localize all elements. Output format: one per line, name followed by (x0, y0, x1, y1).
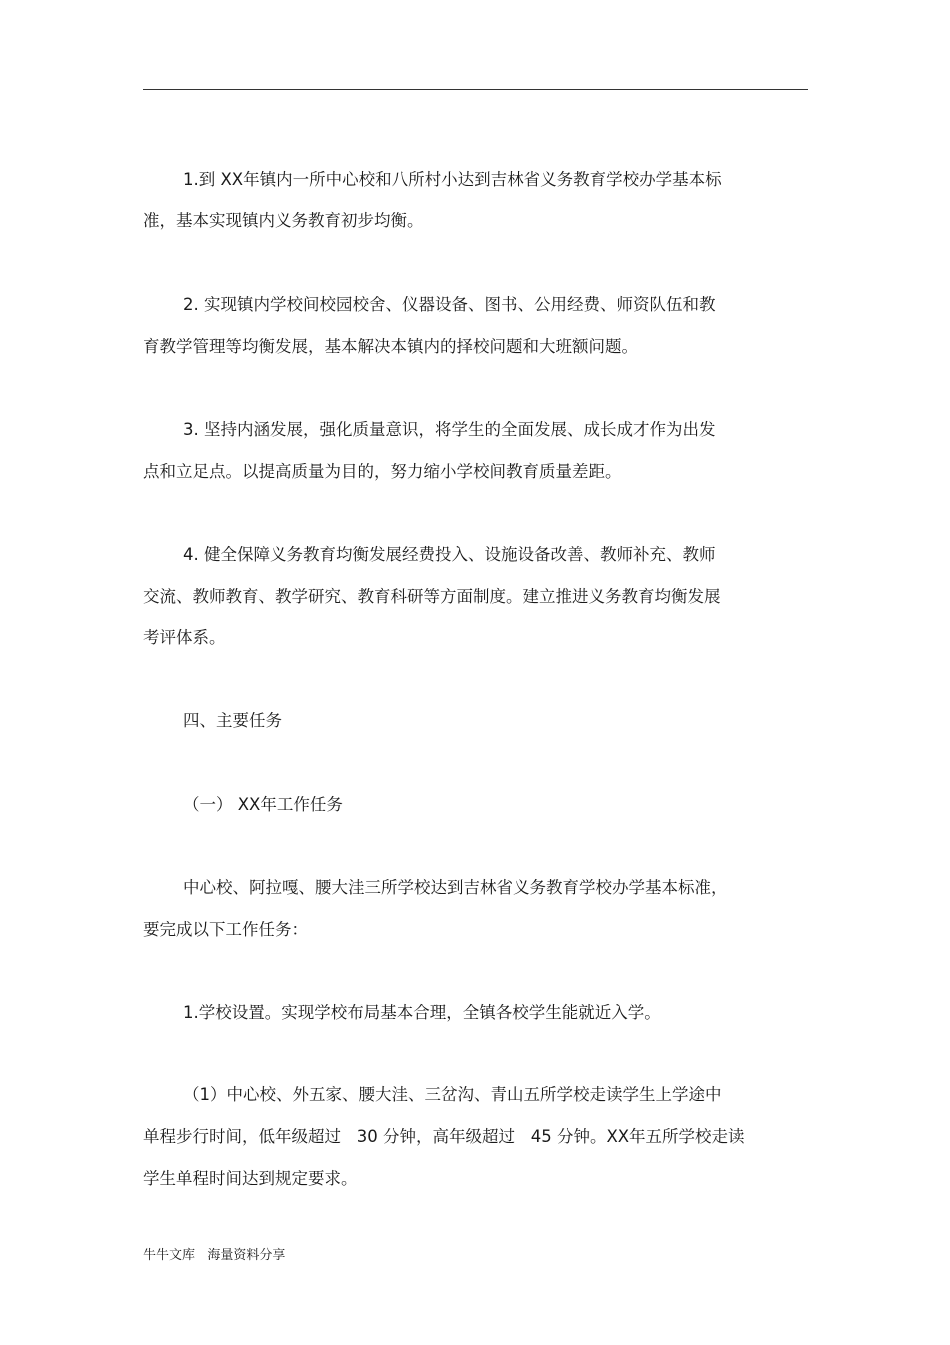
header-rule (143, 89, 808, 90)
section-heading: 四、主要任务 (183, 711, 282, 730)
text-line: 交流、教师教育、教学研究、教育科研等方面制度。建立推进义务教育均衡发展 (143, 587, 721, 606)
text-line: 1.学校设置。实现学校布局基本合理，全镇各校学生能就近入学。 (183, 1003, 661, 1022)
page-footer: 牛牛文库 海量资料分享 (143, 1248, 286, 1263)
text-line: 单程步行时间，低年级超过 30 分钟，高年级超过 45 分钟。XX年五所学校走读 (143, 1127, 745, 1146)
text-line: 1.到 XX年镇内一所中心校和八所村小达到吉林省义务教育学校办学基本标 (183, 170, 722, 189)
text-line: 中心校、阿拉嘎、腰大洼三所学校达到吉林省义务教育学校办学基本标准， (183, 878, 728, 897)
text-line: （1）中心校、外五家、腰大洼、三岔沟、青山五所学校走读学生上学途中 (183, 1085, 722, 1104)
text-line: 考评体系。 (143, 628, 226, 647)
text-line: 3. 坚持内涵发展，强化质量意识，将学生的全面发展、成长成才作为出发 (183, 420, 716, 439)
text-line: 准，基本实现镇内义务教育初步均衡。 (143, 211, 424, 230)
text-line: 学生单程时间达到规定要求。 (143, 1169, 358, 1188)
subsection-heading: （一） XX年工作任务 (183, 795, 343, 814)
text-line: 2. 实现镇内学校间校园校舍、仪器设备、图书、公用经费、师资队伍和教 (183, 295, 716, 314)
text-line: 育教学管理等均衡发展，基本解决本镇内的择校问题和大班额问题。 (143, 337, 638, 356)
text-line: 点和立足点。以提高质量为目的，努力缩小学校间教育质量差距。 (143, 462, 622, 481)
text-line: 要完成以下工作任务： (143, 920, 308, 939)
text-line: 4. 健全保障义务教育均衡发展经费投入、设施设备改善、教师补充、教师 (183, 545, 716, 564)
